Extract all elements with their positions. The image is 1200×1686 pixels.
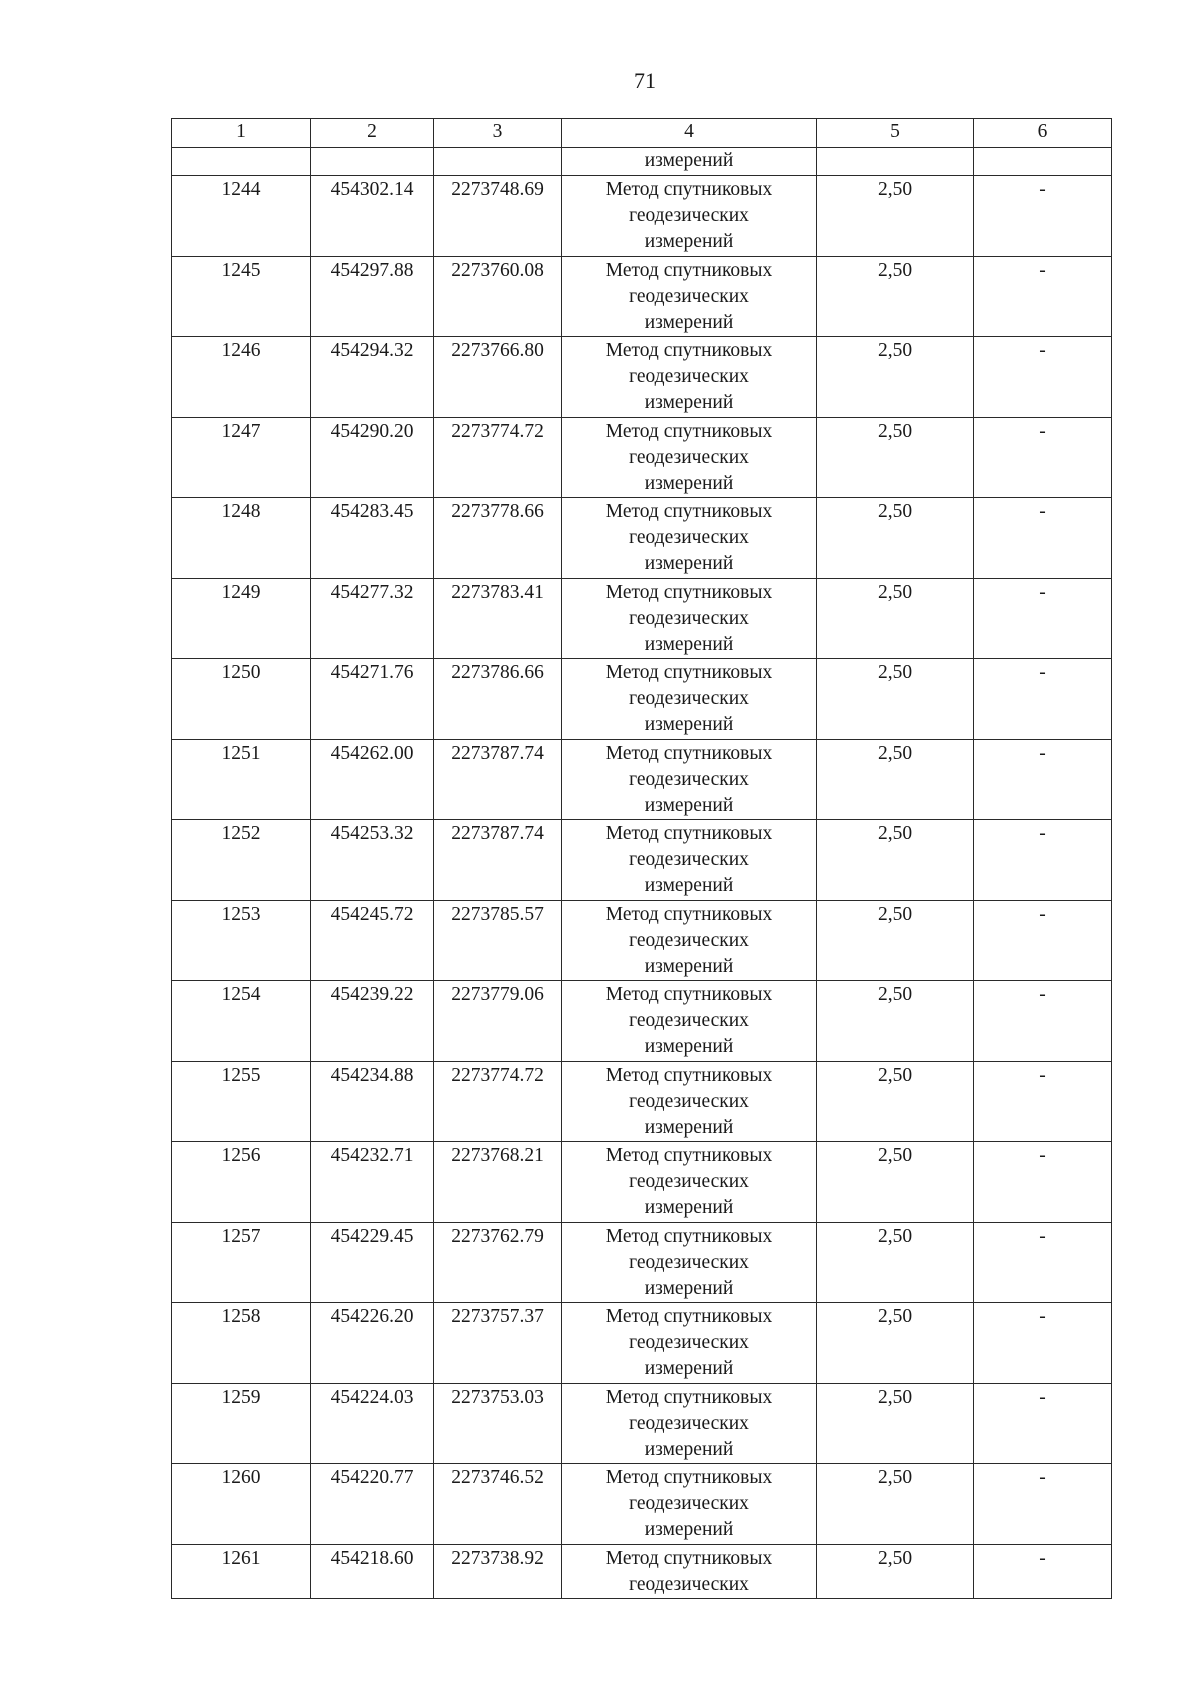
y-coordinate-cell: 2273748.69 xyxy=(434,176,562,257)
point-id-cell: 1260 xyxy=(172,1464,311,1545)
method-cell: Метод спутниковых геодезических измерений xyxy=(562,739,817,820)
x-coordinate-cell: 454277.32 xyxy=(311,578,434,659)
coordinates-table xyxy=(171,118,1112,1599)
method-cell: Метод спутниковых геодезических измерений xyxy=(562,337,817,418)
column-header: 3 xyxy=(434,119,562,148)
x-coordinate-cell: 454290.20 xyxy=(311,417,434,498)
y-coordinate-cell: 2273760.08 xyxy=(434,256,562,337)
note-cell: - xyxy=(974,1544,1112,1598)
accuracy-cell: 2,50 xyxy=(817,176,974,257)
y-coordinate-cell: 2273762.79 xyxy=(434,1222,562,1303)
x-coordinate-cell: 454218.60 xyxy=(311,1544,434,1598)
point-id-cell: 1252 xyxy=(172,820,311,901)
point-id-cell: 1250 xyxy=(172,659,311,740)
y-coordinate-cell: 2273783.41 xyxy=(434,578,562,659)
accuracy-cell: 2,50 xyxy=(817,256,974,337)
column-header-row xyxy=(172,119,1112,148)
table-row xyxy=(172,981,1112,1062)
point-id-cell: 1246 xyxy=(172,337,311,418)
accuracy-cell: 2,50 xyxy=(817,1383,974,1464)
x-coordinate-cell: 454234.88 xyxy=(311,1061,434,1142)
note-cell: - xyxy=(974,417,1112,498)
table-row xyxy=(172,337,1112,418)
x-coordinate-cell: 454283.45 xyxy=(311,498,434,579)
column-header: 1 xyxy=(172,119,311,148)
accuracy-cell: 2,50 xyxy=(817,578,974,659)
method-cell: Метод спутниковых геодезических измерений xyxy=(562,820,817,901)
note-cell: - xyxy=(974,256,1112,337)
table-row xyxy=(172,739,1112,820)
y-coordinate-cell: 2273786.66 xyxy=(434,659,562,740)
method-cell: Метод спутниковых геодезических измерений xyxy=(562,417,817,498)
accuracy-cell: 2,50 xyxy=(817,498,974,579)
y-coordinate-cell: 2273774.72 xyxy=(434,1061,562,1142)
column-header: 6 xyxy=(974,119,1112,148)
method-cell: Метод спутниковых геодезических измерений xyxy=(562,176,817,257)
method-cell: Метод спутниковых геодезических измерений xyxy=(562,1383,817,1464)
y-coordinate-cell: 2273766.80 xyxy=(434,337,562,418)
y-coordinate-cell: 2273787.74 xyxy=(434,739,562,820)
empty-cell xyxy=(974,148,1112,176)
empty-cell xyxy=(434,148,562,176)
method-cell: измерений xyxy=(562,148,817,176)
continuation-row xyxy=(172,148,1112,176)
table-row xyxy=(172,1383,1112,1464)
note-cell: - xyxy=(974,981,1112,1062)
note-cell: - xyxy=(974,1303,1112,1384)
empty-cell xyxy=(817,148,974,176)
table-row xyxy=(172,578,1112,659)
point-id-cell: 1251 xyxy=(172,739,311,820)
table-row xyxy=(172,1544,1112,1598)
note-cell: - xyxy=(974,1142,1112,1223)
x-coordinate-cell: 454294.32 xyxy=(311,337,434,418)
table-row xyxy=(172,417,1112,498)
accuracy-cell: 2,50 xyxy=(817,739,974,820)
y-coordinate-cell: 2273787.74 xyxy=(434,820,562,901)
note-cell: - xyxy=(974,1464,1112,1545)
empty-cell xyxy=(311,148,434,176)
note-cell: - xyxy=(974,337,1112,418)
x-coordinate-cell: 454239.22 xyxy=(311,981,434,1062)
accuracy-cell: 2,50 xyxy=(817,820,974,901)
accuracy-cell: 2,50 xyxy=(817,659,974,740)
y-coordinate-cell: 2273738.92 xyxy=(434,1544,562,1598)
x-coordinate-cell: 454297.88 xyxy=(311,256,434,337)
table-row xyxy=(172,900,1112,981)
method-cell: Метод спутниковых геодезических измерений xyxy=(562,981,817,1062)
note-cell: - xyxy=(974,1222,1112,1303)
point-id-cell: 1248 xyxy=(172,498,311,579)
accuracy-cell: 2,50 xyxy=(817,417,974,498)
point-id-cell: 1247 xyxy=(172,417,311,498)
note-cell: - xyxy=(974,578,1112,659)
y-coordinate-cell: 2273778.66 xyxy=(434,498,562,579)
table-row xyxy=(172,1222,1112,1303)
y-coordinate-cell: 2273757.37 xyxy=(434,1303,562,1384)
table-row xyxy=(172,1142,1112,1223)
x-coordinate-cell: 454271.76 xyxy=(311,659,434,740)
x-coordinate-cell: 454253.32 xyxy=(311,820,434,901)
y-coordinate-cell: 2273785.57 xyxy=(434,900,562,981)
table-row xyxy=(172,820,1112,901)
note-cell: - xyxy=(974,820,1112,901)
x-coordinate-cell: 454262.00 xyxy=(311,739,434,820)
method-cell: Метод спутниковых геодезических измерений xyxy=(562,1303,817,1384)
accuracy-cell: 2,50 xyxy=(817,981,974,1062)
accuracy-cell: 2,50 xyxy=(817,1142,974,1223)
point-id-cell: 1255 xyxy=(172,1061,311,1142)
column-header: 5 xyxy=(817,119,974,148)
y-coordinate-cell: 2273768.21 xyxy=(434,1142,562,1223)
table-row xyxy=(172,1464,1112,1545)
method-cell: Метод спутниковых геодезических измерений xyxy=(562,1061,817,1142)
x-coordinate-cell: 454245.72 xyxy=(311,900,434,981)
note-cell: - xyxy=(974,1061,1112,1142)
point-id-cell: 1254 xyxy=(172,981,311,1062)
y-coordinate-cell: 2273774.72 xyxy=(434,417,562,498)
x-coordinate-cell: 454232.71 xyxy=(311,1142,434,1223)
table-body xyxy=(172,119,1112,1599)
column-header: 4 xyxy=(562,119,817,148)
method-cell: Метод спутниковых геодезических измерений xyxy=(562,1222,817,1303)
x-coordinate-cell: 454302.14 xyxy=(311,176,434,257)
method-cell: Метод спутниковых геодезических измерений xyxy=(562,578,817,659)
note-cell: - xyxy=(974,659,1112,740)
table-row xyxy=(172,176,1112,257)
method-cell: Метод спутниковых геодезических измерений xyxy=(562,1464,817,1545)
method-cell: Метод спутниковых геодезических измерений xyxy=(562,659,817,740)
point-id-cell: 1249 xyxy=(172,578,311,659)
accuracy-cell: 2,50 xyxy=(817,337,974,418)
accuracy-cell: 2,50 xyxy=(817,1222,974,1303)
point-id-cell: 1258 xyxy=(172,1303,311,1384)
table-row xyxy=(172,498,1112,579)
x-coordinate-cell: 454226.20 xyxy=(311,1303,434,1384)
y-coordinate-cell: 2273753.03 xyxy=(434,1383,562,1464)
point-id-cell: 1261 xyxy=(172,1544,311,1598)
x-coordinate-cell: 454229.45 xyxy=(311,1222,434,1303)
table-row xyxy=(172,256,1112,337)
column-header: 2 xyxy=(311,119,434,148)
method-cell: Метод спутниковых геодезических измерений xyxy=(562,900,817,981)
empty-cell xyxy=(172,148,311,176)
point-id-cell: 1245 xyxy=(172,256,311,337)
note-cell: - xyxy=(974,900,1112,981)
point-id-cell: 1244 xyxy=(172,176,311,257)
method-cell: Метод спутниковых геодезических измерений xyxy=(562,1142,817,1223)
x-coordinate-cell: 454220.77 xyxy=(311,1464,434,1545)
method-cell: Метод спутниковых геодезических измерений xyxy=(562,256,817,337)
point-id-cell: 1253 xyxy=(172,900,311,981)
note-cell: - xyxy=(974,176,1112,257)
point-id-cell: 1256 xyxy=(172,1142,311,1223)
note-cell: - xyxy=(974,739,1112,820)
accuracy-cell: 2,50 xyxy=(817,900,974,981)
point-id-cell: 1259 xyxy=(172,1383,311,1464)
y-coordinate-cell: 2273779.06 xyxy=(434,981,562,1062)
accuracy-cell: 2,50 xyxy=(817,1303,974,1384)
point-id-cell: 1257 xyxy=(172,1222,311,1303)
page-number: 71 xyxy=(634,68,656,93)
y-coordinate-cell: 2273746.52 xyxy=(434,1464,562,1545)
note-cell: - xyxy=(974,1383,1112,1464)
x-coordinate-cell: 454224.03 xyxy=(311,1383,434,1464)
method-cell: Метод спутниковых геодезических xyxy=(562,1544,817,1598)
accuracy-cell: 2,50 xyxy=(817,1061,974,1142)
table-row xyxy=(172,659,1112,740)
accuracy-cell: 2,50 xyxy=(817,1544,974,1598)
method-cell: Метод спутниковых геодезических измерений xyxy=(562,498,817,579)
table-row xyxy=(172,1303,1112,1384)
accuracy-cell: 2,50 xyxy=(817,1464,974,1545)
table-row xyxy=(172,1061,1112,1142)
note-cell: - xyxy=(974,498,1112,579)
